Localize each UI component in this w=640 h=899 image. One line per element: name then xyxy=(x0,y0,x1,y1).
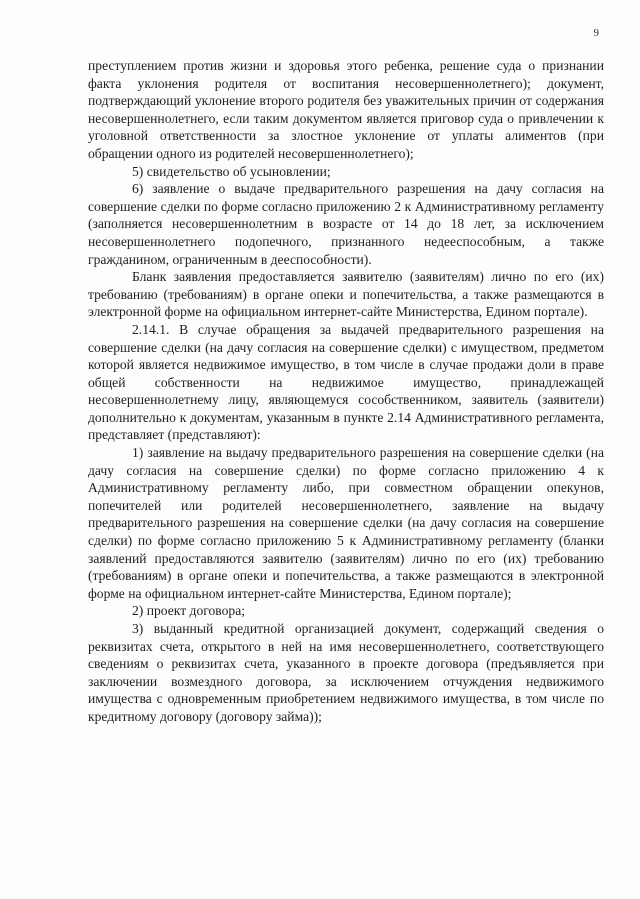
paragraph-continuation: преступлением против жизни и здоровья этого ребенка, решение суда о признании факта уклонения родителя от воспитания несовершеннолетнего); документ, подтверждающий уклонение второго родителя без уважительных причин от содержания несовершеннолетнего, если таким документом является приговор суда о привлечении к уголовной ответственности за злостное уклонение от уплаты алиментов (при обращении одного из родителей несовершеннолетнего); xyxy=(88,58,604,161)
list-item-2: 2) проект договора; xyxy=(132,603,246,619)
page-number: 9 xyxy=(593,27,599,39)
paragraph-2-14-1: 2.14.1. В случае обращения за выдачей предварительного разрешения на совершение сделки (на дачу согласия на совершение сделки) с имуществом, предметом которой является недвижимое имущество, в том числе в случае продажи доли в праве общей собственности на недвижимое имущество, принадлежащей несовершеннолетнему лицу, являющемуся сособственником, заявитель (заявители) дополнительно к документам, указанным в пункте 2.14 Административного регламента, представляет (представляют): xyxy=(88,321,604,443)
list-item-6: 6) заявление о выдаче предварительного разрешения на дачу согласия на совершение сделки по форме согласно приложению 2 к Административному регламенту (заполняется несовершеннолетним в возрасте от 14 до 18 лет, за исключением несовершеннолетнего подопечного, признанного недееспособным, а также гражданином, ограниченным в дееспособности). xyxy=(88,181,604,267)
list-item-5: 5) свидетельство об усыновлении; xyxy=(132,163,331,179)
document-body xyxy=(88,57,604,726)
list-item-3: 3) выданный кредитной организацией документ, содержащий сведения о реквизитах счета, открытого в ней на имя несовершеннолетнего, соответствующего сведениям о реквизитах счета, указанного в проекте договора (предъявляется при заключении возмездного договора, за исключением отчуждения недвижимого имущества с одновременным приобретением недвижимого имущества, в том числе по кредитному договору (договору займа)); xyxy=(88,621,604,724)
paragraph-blank-form: Бланк заявления предоставляется заявителю (заявителям) лично по его (их) требованию (требованиям) в органе опеки и попечительства, а также размещаются в электронной форме на официальном интернет-сайте Министерства, Едином портале). xyxy=(88,269,604,320)
list-item-1: 1) заявление на выдачу предварительного разрешения на совершение сделки (на дачу согласия на совершение сделки) по форме согласно приложению 4 к Административному регламенту либо, при совместном обращении опекунов, попечителей или родителей несовершеннолетнего, заявление на выдачу предварительного разрешения на совершение сделки (на дачу согласия на совершение сделки) по форме согласно приложению 5 к Административному регламенту (бланки заявлений предоставляются заявителю (заявителям) лично по его (их) требованию (требованиям) в органе опеки и попечительства, а также размещаются в электронной форме на официальном интернет-сайте Министерства, Едином портале); xyxy=(88,445,604,601)
